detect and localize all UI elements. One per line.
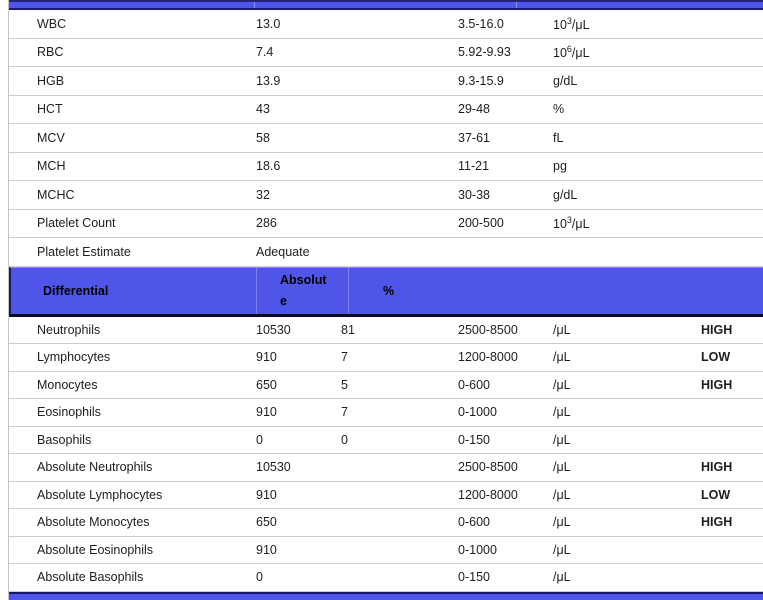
table-row (9, 399, 763, 427)
absolute-value-cell: 650 (256, 377, 277, 392)
range-cell: 37-61 (458, 130, 490, 145)
unit-cell (553, 460, 701, 474)
range-cell: 30-38 (458, 187, 490, 202)
absolute-value-cell: 910 (256, 487, 277, 502)
unit-cell (553, 131, 701, 145)
unit-rest: /μL (571, 46, 590, 61)
range-cell: 200-500 (458, 216, 504, 231)
absolute-value-cell: 910 (256, 350, 277, 365)
absolute-value-cell: 910 (256, 542, 277, 557)
unit-base: /μL (553, 350, 571, 365)
test-name-cell: Platelet Count (37, 216, 116, 231)
value-cell: 13.9 (256, 73, 281, 88)
column-divider (254, 2, 255, 8)
range-cell: 2500-8500 (458, 322, 518, 337)
test-name-cell: WBC (37, 16, 67, 31)
test-name-cell: HCT (37, 102, 63, 117)
percent-cell: 7 (341, 350, 348, 365)
test-name-cell: Absolute Monocytes (37, 515, 150, 530)
unit-cell (553, 16, 701, 32)
value-cell: 13.0 (256, 16, 281, 31)
range-cell: 1200-8000 (458, 350, 518, 365)
value-cell: 58 (256, 130, 270, 145)
test-name-cell: Eosinophils (37, 405, 101, 420)
table-row (9, 124, 763, 153)
test-name-cell: Absolute Neutrophils (37, 460, 153, 475)
unit-cell (553, 159, 701, 173)
table-row (9, 153, 763, 182)
test-name-cell: RBC (37, 45, 64, 60)
test-name-cell: Platelet Estimate (37, 244, 131, 259)
test-name-cell: Absolute Lymphocytes (37, 487, 163, 502)
differential-section (9, 317, 763, 592)
unit-base: g/dL (553, 187, 578, 202)
table-row (9, 537, 763, 565)
top-header-bar-cutoff (9, 0, 763, 10)
test-name-cell: Basophils (37, 432, 92, 447)
unit-base: g/dL (553, 73, 578, 88)
unit-base: /μL (553, 377, 571, 392)
flag-cell: HIGH (701, 515, 733, 530)
absolute-value-cell: 10530 (256, 460, 291, 475)
test-name-cell: MCHC (37, 187, 75, 202)
column-header-percent: % (383, 283, 395, 298)
unit-rest: /μL (571, 17, 590, 32)
absolute-value-cell: 0 (256, 570, 263, 585)
test-name-cell: Absolute Basophils (37, 570, 144, 585)
unit-base: pg (553, 159, 567, 174)
value-cell: 286 (256, 216, 277, 231)
test-name-cell: MCH (37, 159, 66, 174)
unit-base: /μL (553, 487, 571, 502)
test-name-cell: Absolute Eosinophils (37, 542, 154, 557)
test-name-cell: Neutrophils (37, 322, 101, 337)
table-row (9, 67, 763, 96)
table-row (9, 181, 763, 210)
absolute-value-cell: 910 (256, 405, 277, 420)
flag-cell: LOW (701, 487, 731, 502)
test-name-cell: Monocytes (37, 377, 98, 392)
percent-cell: 81 (341, 322, 355, 337)
absolute-value-cell: 0 (256, 432, 263, 447)
unit-base: /μL (553, 542, 571, 557)
unit-superscript: 3 (566, 215, 572, 226)
table-row (9, 10, 763, 39)
range-cell: 0-1000 (458, 542, 497, 557)
range-cell: 11-21 (458, 159, 490, 174)
range-cell: 5.92-9.93 (458, 45, 511, 60)
value-cell: 32 (256, 187, 270, 202)
range-cell: 0-150 (458, 570, 490, 585)
percent-cell: 5 (341, 377, 348, 392)
unit-cell (553, 433, 701, 447)
absolute-value-cell: 10530 (256, 322, 291, 337)
unit-cell (553, 405, 701, 419)
value-cell: 18.6 (256, 159, 281, 174)
unit-cell (553, 102, 701, 116)
table-row (9, 509, 763, 537)
unit-base: /μL (553, 460, 571, 475)
table-row (9, 372, 763, 400)
absolute-value-cell: 650 (256, 515, 277, 530)
table-row (9, 564, 763, 592)
table-row (9, 482, 763, 510)
flag-cell: HIGH (701, 377, 733, 392)
unit-cell (553, 350, 701, 364)
unit-superscript: 3 (566, 15, 572, 26)
test-name-cell: MCV (37, 130, 65, 145)
value-cell: Adequate (256, 244, 310, 259)
bottom-header-bar-cutoff (9, 592, 763, 600)
flag-cell: HIGH (701, 322, 733, 337)
range-cell: 0-600 (458, 377, 490, 392)
range-cell: 9.3-15.9 (458, 73, 504, 88)
unit-cell (553, 323, 701, 337)
flag-cell: HIGH (701, 460, 733, 475)
test-name-cell: Lymphocytes (37, 350, 111, 365)
unit-cell (553, 215, 701, 231)
unit-cell (553, 74, 701, 88)
cbc-section (9, 10, 763, 267)
range-cell: 1200-8000 (458, 487, 518, 502)
unit-base: 10 (553, 17, 567, 32)
table-row (9, 454, 763, 482)
column-divider (348, 268, 349, 314)
range-cell: 3.5-16.0 (458, 16, 504, 31)
unit-base: 10 (553, 217, 567, 232)
flag-cell: LOW (701, 350, 731, 365)
range-cell: 0-600 (458, 515, 490, 530)
unit-cell (553, 188, 701, 202)
percent-cell: 0 (341, 432, 348, 447)
test-name-cell: HGB (37, 73, 65, 88)
range-cell: 29-48 (458, 102, 490, 117)
table-row (9, 210, 763, 239)
column-divider (516, 2, 517, 8)
differential-header-title: Differential (43, 283, 109, 298)
percent-cell: 7 (341, 405, 348, 420)
table-row (9, 39, 763, 68)
lab-results-table (8, 0, 763, 600)
range-cell: 0-1000 (458, 405, 497, 420)
table-row (9, 344, 763, 372)
table-row (9, 238, 763, 267)
unit-cell (553, 378, 701, 392)
range-cell: 0-150 (458, 432, 490, 447)
table-row (9, 317, 763, 345)
unit-base: /μL (553, 322, 571, 337)
value-cell: 7.4 (256, 45, 274, 60)
unit-superscript: 6 (566, 44, 572, 55)
unit-base: /μL (553, 570, 571, 585)
value-cell: 43 (256, 102, 270, 117)
unit-cell (553, 570, 701, 584)
column-divider (256, 268, 257, 314)
unit-base: /μL (553, 515, 571, 530)
range-cell: 2500-8500 (458, 460, 518, 475)
unit-base: % (553, 102, 565, 117)
table-row (9, 96, 763, 125)
unit-cell (553, 515, 701, 529)
unit-cell (553, 44, 701, 60)
unit-cell (553, 543, 701, 557)
unit-base: 10 (553, 46, 567, 61)
column-header-absolute: Absolute (280, 272, 327, 308)
unit-rest: /μL (571, 217, 590, 232)
unit-base: fL (553, 130, 564, 145)
unit-base: /μL (553, 432, 571, 447)
unit-base: /μL (553, 405, 571, 420)
table-row (9, 427, 763, 455)
differential-section-header (9, 267, 763, 317)
unit-cell (553, 488, 701, 502)
